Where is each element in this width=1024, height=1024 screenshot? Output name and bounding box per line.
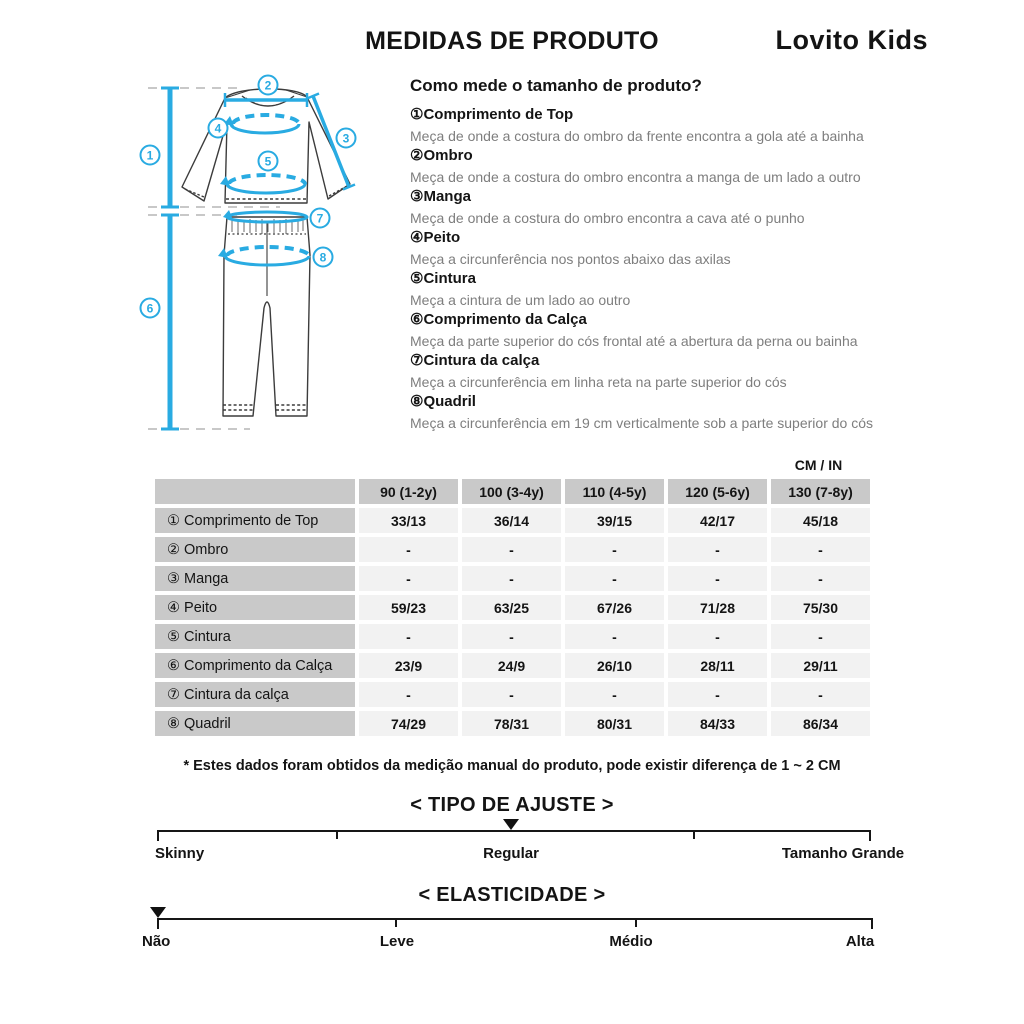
table-cell: - — [462, 566, 561, 591]
table-row-label: ④ Peito — [155, 595, 355, 620]
table-cell: 33/13 — [359, 508, 458, 533]
scale-tick — [157, 830, 159, 841]
table-cell: - — [771, 566, 870, 591]
table-row-label: ⑦ Cintura da calça — [155, 682, 355, 707]
table-cell: - — [462, 682, 561, 707]
guide-item-label: Cintura da calça — [423, 352, 540, 369]
page-title: MEDIDAS DE PRODUTO — [365, 27, 659, 55]
guide-item-label: Peito — [423, 229, 461, 246]
guide-item-desc: Meça a circunferência nos pontos abaixo das axilas — [410, 250, 731, 267]
guide-item-num: ③ — [410, 188, 424, 205]
fit-label-tamanho-grande: Tamanho Grande — [781, 845, 905, 862]
table-cell: 42/17 — [668, 508, 767, 533]
guide-item-num: ⑦ — [410, 352, 424, 369]
fit-scale-title: < TIPO DE AJUSTE > — [410, 794, 614, 816]
table-cell: 24/9 — [462, 653, 561, 678]
guide-item-num: ⑤ — [410, 270, 424, 287]
table-cell: - — [771, 682, 870, 707]
guide-item-num: ④ — [410, 229, 424, 246]
table-col-header: 130 (7-8y) — [771, 479, 870, 504]
fit-label-skinny: Skinny — [155, 845, 205, 862]
table-cell: - — [462, 537, 561, 562]
table-cell: 67/26 — [565, 595, 664, 620]
table-cell: - — [565, 566, 664, 591]
callout-4: 4 — [214, 121, 222, 136]
elasticity-label-leve: Leve — [379, 933, 415, 950]
guide-item — [410, 187, 915, 228]
table-row-label: ⑥ Comprimento da Calça — [155, 653, 355, 678]
callout-8: 8 — [319, 250, 327, 265]
scale-tick — [336, 830, 338, 839]
table-cell: - — [668, 566, 767, 591]
garment-diagram — [130, 60, 420, 450]
guide-item-num: ② — [410, 147, 424, 164]
scale-tick — [869, 830, 871, 841]
table-cell: 63/25 — [462, 595, 561, 620]
elasticity-scale-marker-icon — [150, 907, 166, 918]
scale-tick — [157, 918, 159, 929]
guide-item-desc: Meça de onde a costura do ombro encontra a manga de um lado a outro — [410, 168, 861, 185]
table-cell: - — [359, 566, 458, 591]
table-cell: - — [668, 537, 767, 562]
guide-item-desc: Meça a circunferência em linha reta na parte superior do cós — [410, 373, 787, 390]
table-col-header: 120 (5-6y) — [668, 479, 767, 504]
table-col-header: 110 (4-5y) — [565, 479, 664, 504]
table-corner-cell — [155, 479, 355, 504]
table-cell: - — [565, 682, 664, 707]
guide-item — [410, 269, 915, 310]
table-cell: - — [565, 624, 664, 649]
guide-item-label: Comprimento de Top — [423, 106, 574, 123]
table-cell: 84/33 — [668, 711, 767, 736]
guide-item-label: Quadril — [423, 393, 476, 410]
table-cell: - — [565, 537, 664, 562]
table-col-header: 90 (1-2y) — [359, 479, 458, 504]
guide-item-desc: Meça da parte superior do cós frontal até a abertura da perna ou bainha — [410, 332, 858, 349]
table-cell: 74/29 — [359, 711, 458, 736]
fit-scale-line — [157, 830, 871, 832]
table-row-label: ⑧ Quadril — [155, 711, 355, 736]
scale-tick — [635, 918, 637, 927]
guide-item-num: ⑧ — [410, 393, 424, 410]
table-cell: 26/10 — [565, 653, 664, 678]
measure-guide — [410, 76, 915, 433]
guide-item-desc: Meça de onde a costura do ombro da frente encontra a gola até a bainha — [410, 127, 864, 144]
fit-label-regular: Regular — [483, 845, 539, 862]
guide-title: Como mede o tamanho de produto? — [410, 76, 702, 95]
size-table — [155, 479, 870, 736]
table-cell: - — [771, 624, 870, 649]
table-row-label: ③ Manga — [155, 566, 355, 591]
guide-item-desc: Meça a cintura de um lado ao outro — [410, 291, 631, 308]
table-cell: 36/14 — [462, 508, 561, 533]
guide-item-label: Manga — [423, 188, 471, 205]
guide-item — [410, 392, 915, 433]
scale-tick — [693, 830, 695, 839]
table-cell: 23/9 — [359, 653, 458, 678]
table-cell: - — [668, 682, 767, 707]
table-col-header: 100 (3-4y) — [462, 479, 561, 504]
elasticity-scale-title: < ELASTICIDADE > — [418, 884, 606, 906]
elasticity-label-medio: Médio — [609, 933, 653, 950]
table-cell: 71/28 — [668, 595, 767, 620]
table-cell: - — [359, 537, 458, 562]
table-cell: - — [359, 624, 458, 649]
table-row-label: ⑤ Cintura — [155, 624, 355, 649]
guide-item-num: ① — [410, 106, 424, 123]
measure-bars — [161, 88, 179, 429]
guide-item-label: Comprimento da Calça — [423, 311, 587, 328]
table-cell: - — [668, 624, 767, 649]
unit-label: CM / IN — [794, 457, 843, 473]
table-cell: 75/30 — [771, 595, 870, 620]
guide-item — [410, 146, 915, 187]
table-cell: - — [462, 624, 561, 649]
callout-3: 3 — [342, 131, 350, 146]
scale-tick — [871, 918, 873, 929]
callout-5: 5 — [264, 154, 272, 169]
table-row-label: ① Comprimento de Top — [155, 508, 355, 533]
guide-item — [410, 351, 915, 392]
measurement-disclaimer: * Estes dados foram obtidos da medição manual do produto, pode existir diferença de 1 ~ 2 CM — [183, 758, 841, 774]
callout-1: 1 — [146, 148, 154, 163]
guide-item-label: Cintura — [423, 270, 476, 287]
guide-item — [410, 105, 915, 146]
elasticity-label-nao: Não — [142, 933, 171, 950]
brand-logo: Lovito Kids — [775, 25, 928, 55]
guide-item-desc: Meça de onde a costura do ombro encontra a cava até o punho — [410, 209, 805, 226]
table-cell: - — [359, 682, 458, 707]
elasticity-label-alta: Alta — [845, 933, 875, 950]
table-cell: 86/34 — [771, 711, 870, 736]
callout-7: 7 — [316, 211, 324, 226]
guide-item-desc: Meça a circunferência em 19 cm verticalmente sob a parte superior do cós — [410, 414, 873, 431]
table-cell: 80/31 — [565, 711, 664, 736]
fit-scale-marker-icon — [503, 819, 519, 830]
table-cell: 78/31 — [462, 711, 561, 736]
guide-item — [410, 228, 915, 269]
elasticity-scale-line — [157, 918, 873, 920]
callout-2: 2 — [264, 78, 272, 93]
callout-6: 6 — [146, 301, 154, 316]
table-cell: 59/23 — [359, 595, 458, 620]
guide-item-num: ⑥ — [410, 311, 424, 328]
table-row-label: ② Ombro — [155, 537, 355, 562]
table-cell: 45/18 — [771, 508, 870, 533]
table-cell: 39/15 — [565, 508, 664, 533]
table-cell: 28/11 — [668, 653, 767, 678]
scale-tick — [395, 918, 397, 927]
pants-outline — [223, 217, 310, 416]
shirt-outline — [182, 89, 350, 203]
table-cell: - — [771, 537, 870, 562]
guide-item — [410, 310, 915, 351]
guide-item-label: Ombro — [423, 147, 473, 164]
table-cell: 29/11 — [771, 653, 870, 678]
